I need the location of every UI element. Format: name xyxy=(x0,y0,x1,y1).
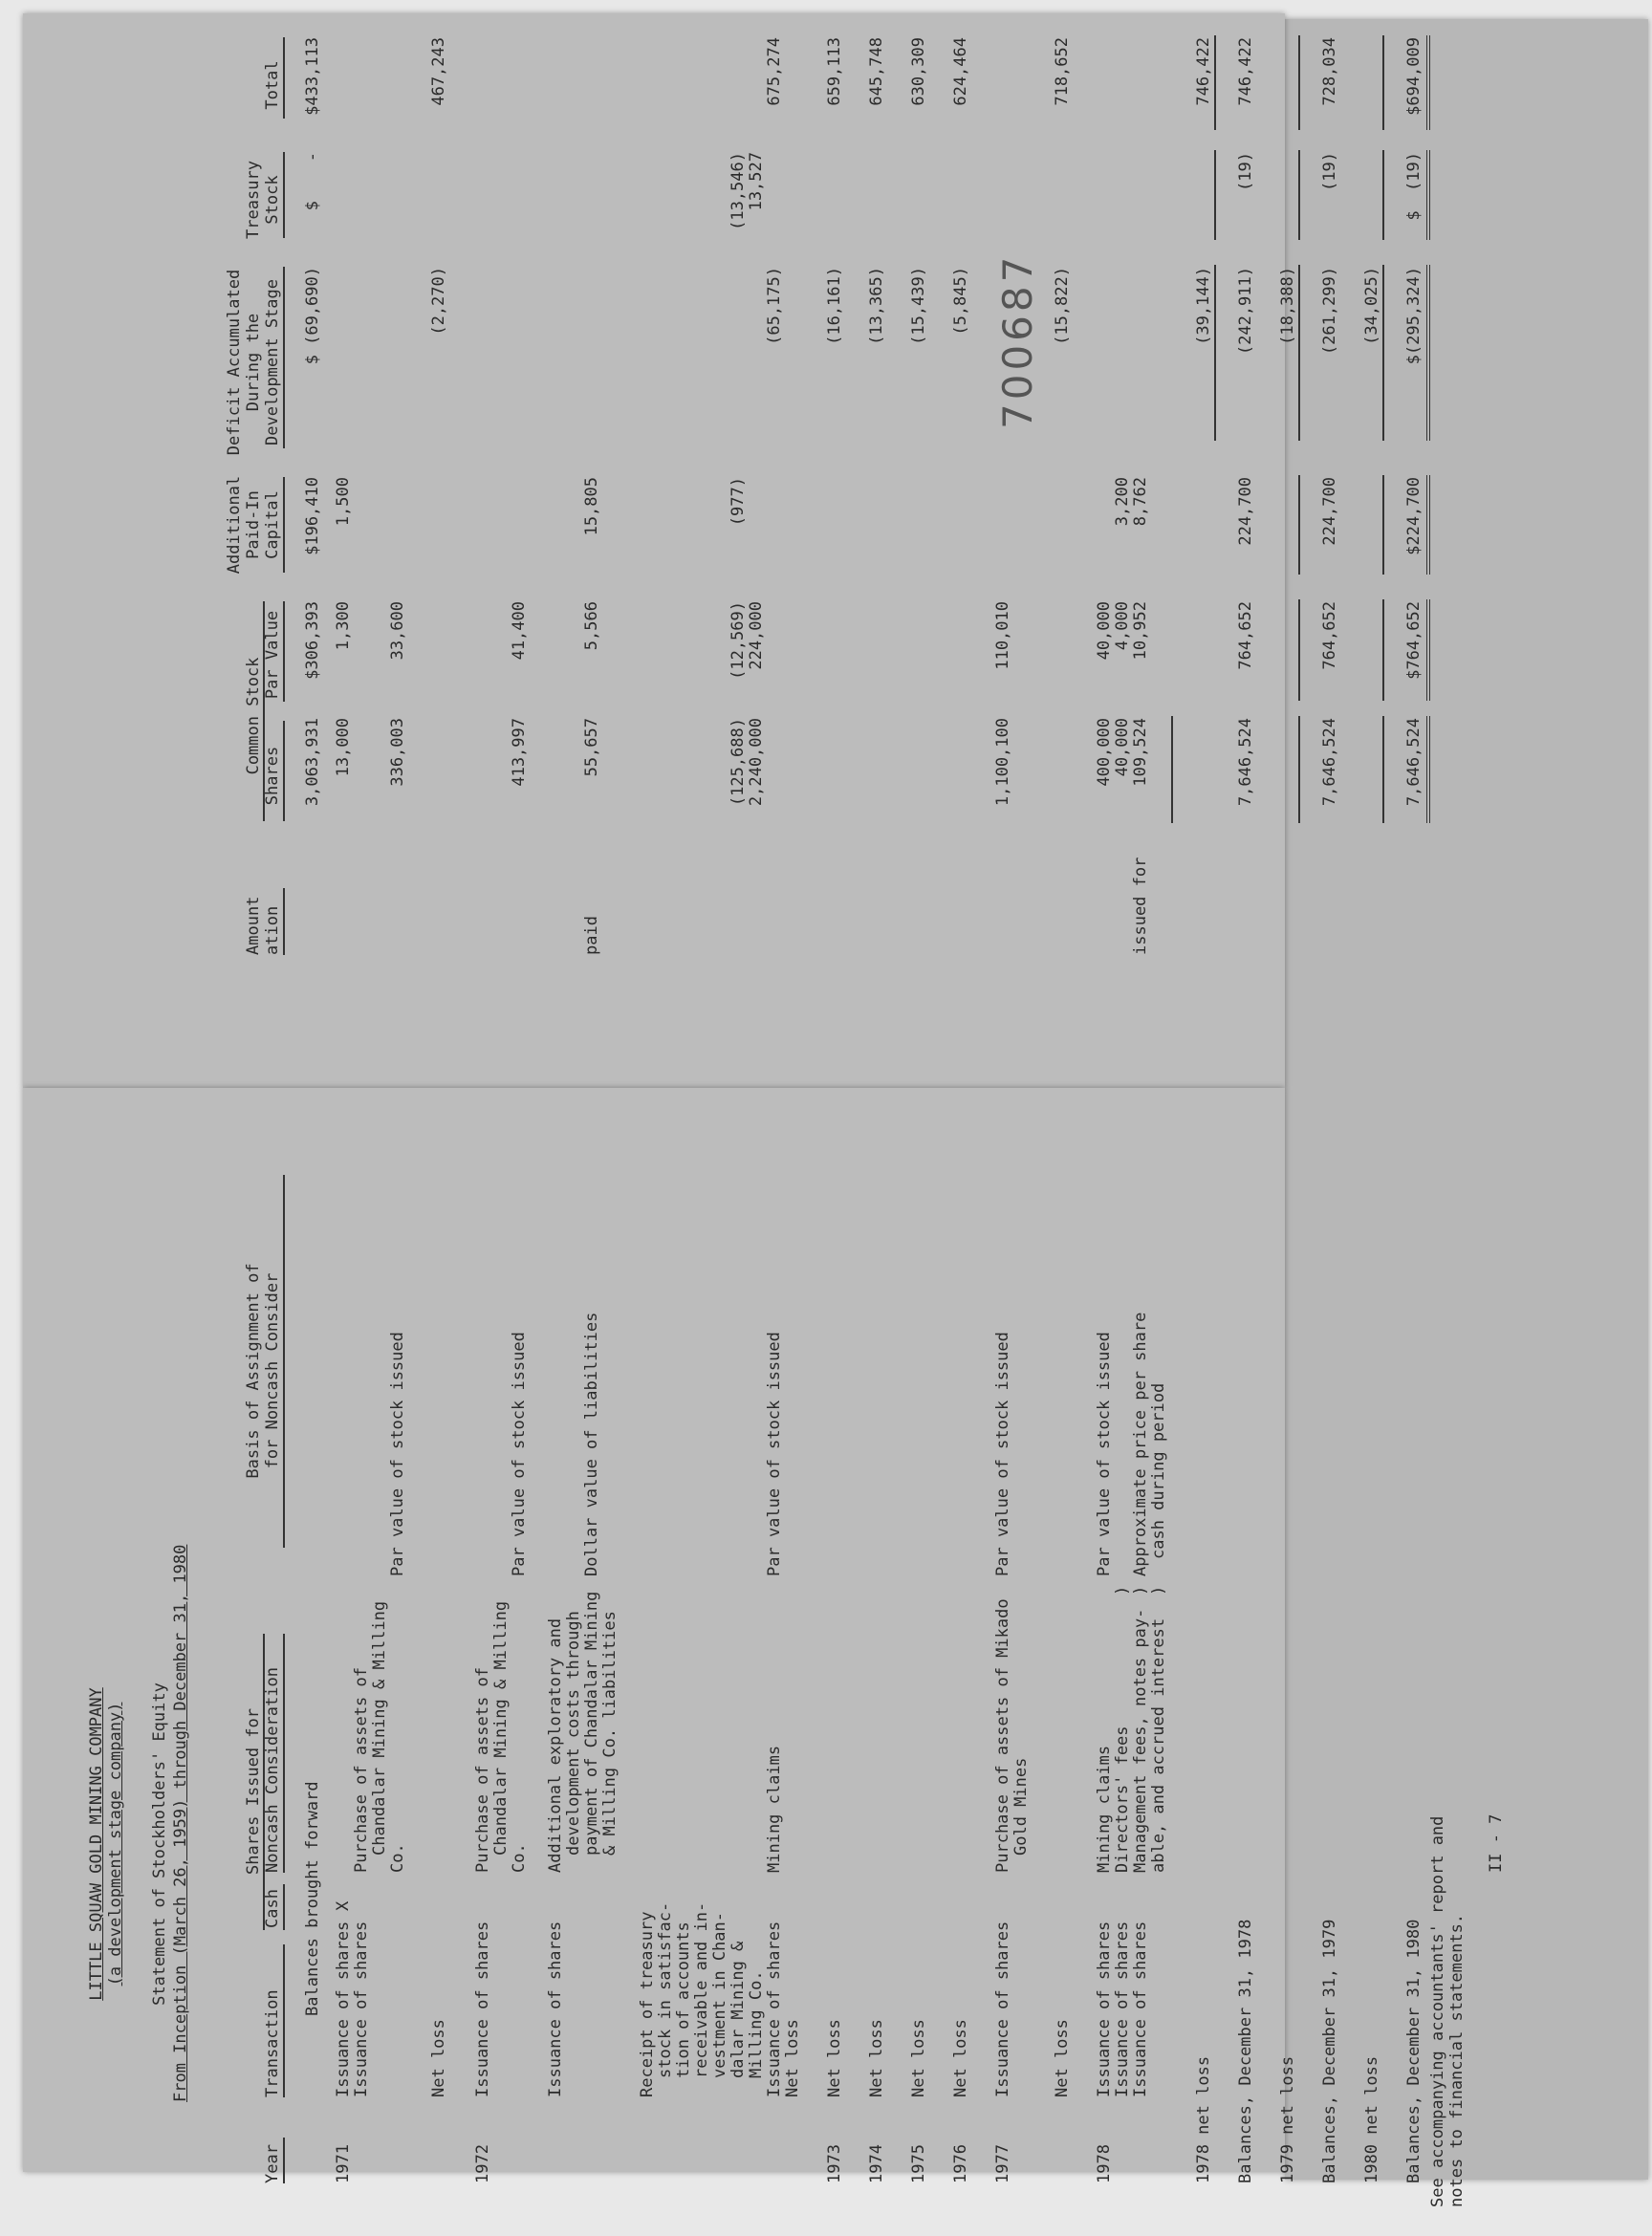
footer-note-line2: notes to financial statements. xyxy=(1447,1913,1467,2207)
subtotal-rule xyxy=(1382,716,1384,823)
header-year: Year xyxy=(263,2144,282,2183)
rule xyxy=(283,1175,285,1548)
subtotal-rule xyxy=(1382,150,1384,240)
rule xyxy=(283,888,285,955)
subtotal-rule xyxy=(1171,716,1173,823)
header-par-value: Par Value xyxy=(263,610,282,700)
cell-total: 467,243 xyxy=(429,37,448,106)
cell-total: 624,464 xyxy=(951,37,970,106)
subtotal-rule xyxy=(1214,35,1216,130)
cell-c1: Balances, December 31, 1979 xyxy=(1320,1919,1339,2183)
cell-c1: 1979 net loss xyxy=(1278,2055,1297,2183)
cell-c2: Receipt of treasury xyxy=(638,1911,657,2097)
cell-c2: Net loss xyxy=(909,2019,928,2097)
cell-c2: Net loss xyxy=(1053,2019,1072,2097)
cell-c2: Balances brought forward xyxy=(303,1781,322,2016)
cell-c4: Mining claims xyxy=(1095,1745,1114,1873)
cell-total: 728,034 xyxy=(1320,37,1339,106)
cell-c2: Issuance of shares xyxy=(765,1921,784,2097)
cell-c4b: ) xyxy=(1149,1585,1168,1596)
cell-shares: 3,063,931 xyxy=(303,718,322,807)
cell-c1: Balances, December 31, 1978 xyxy=(1236,1919,1255,2183)
cell-c5: cash during period xyxy=(1149,1382,1168,1559)
cell-shares: 1,100,100 xyxy=(993,718,1012,807)
company-subtitle: (a development stage company) xyxy=(106,1702,125,1986)
cell-c2: Issuance of shares xyxy=(993,1921,1012,2097)
cell-amount: issued for xyxy=(1131,857,1150,955)
cell-shares: 400,000 xyxy=(1095,718,1114,787)
cell-treasury: (19) xyxy=(1236,152,1255,191)
cell-c4: Additional exploratory and xyxy=(546,1617,565,1873)
cell-c1: 1978 xyxy=(1095,2144,1114,2183)
footer-note-line1: See accompanying accountants' report and xyxy=(1428,1815,1447,2207)
cell-c1: 1975 xyxy=(909,2144,928,2183)
cell-amount: paid xyxy=(582,916,601,955)
header-treasury-line1: Treasury xyxy=(244,161,263,239)
cell-apic: 8,762 xyxy=(1131,477,1150,527)
cell-deficit: (16,161) xyxy=(825,267,844,345)
cell-c4: Management fees, notes pay- xyxy=(1131,1608,1150,1873)
cell-apic: $196,410 xyxy=(303,477,322,555)
rule xyxy=(263,601,265,821)
page-number: II - 7 xyxy=(1487,1813,1506,1873)
rule xyxy=(283,1884,285,1930)
cell-par: 110,010 xyxy=(993,601,1012,670)
cell-c1: 1977 xyxy=(993,2144,1012,2183)
cell-deficit: (15,439) xyxy=(909,267,928,345)
cell-par: 33,600 xyxy=(388,601,407,661)
cell-par: (12,569) xyxy=(728,601,748,680)
cell-c4: Gold Mines xyxy=(1011,1757,1031,1856)
cell-total: 630,309 xyxy=(909,37,928,106)
header-apic-line3: Capital xyxy=(263,490,282,559)
cell-c5: Par value of stock issued xyxy=(510,1332,529,1576)
header-deficit-line1: Deficit Accumulated xyxy=(225,269,244,456)
cell-c1: 1974 xyxy=(867,2144,886,2183)
cell-shares: 336,003 xyxy=(388,718,407,787)
cell-shares: 13,000 xyxy=(334,718,353,777)
cell-c4: Chandalar Mining & Milling xyxy=(491,1600,511,1856)
double-total-rule xyxy=(1426,150,1430,240)
cell-deficit: (15,822) xyxy=(1053,267,1072,345)
rule xyxy=(283,267,285,448)
cell-c4: Directors' fees xyxy=(1113,1726,1132,1873)
cell-par: $764,652 xyxy=(1404,601,1424,680)
cell-c2: Net loss xyxy=(429,2019,448,2097)
header-apic-line1: Additional xyxy=(225,475,244,575)
cell-c1: 1978 net loss xyxy=(1194,2055,1213,2183)
statement-period: From Inception (March 26, 1959) through December 31, 1980 xyxy=(171,1544,190,2102)
header-cash: Cash xyxy=(263,1889,282,1928)
cell-treasury: 13,527 xyxy=(747,152,766,211)
header-treasury-line2: Stock xyxy=(263,175,282,225)
header-deficit-line2: During the xyxy=(244,313,263,412)
cell-c2: Issuance of shares xyxy=(1095,1921,1114,2097)
cell-c2: dalar Mining & xyxy=(728,1941,748,2078)
cell-deficit: (18,388) xyxy=(1278,267,1297,345)
document-stamp: 700687 xyxy=(994,252,1041,429)
header-transaction: Transaction xyxy=(263,1989,282,2097)
header-amount-line2: ation xyxy=(263,905,282,955)
cell-deficit: (39,144) xyxy=(1194,267,1213,345)
subtotal-rule xyxy=(1382,475,1384,575)
rule xyxy=(283,1634,285,1873)
cell-c4: Purchase of assets of xyxy=(352,1667,371,1873)
cell-apic: 224,700 xyxy=(1236,477,1255,546)
rule xyxy=(283,721,285,821)
rule xyxy=(283,477,285,573)
cell-c1: Balances, December 31, 1980 xyxy=(1404,1919,1424,2183)
cell-shares: (125,688) xyxy=(728,718,748,807)
cell-c1: 1980 net loss xyxy=(1362,2055,1381,2183)
header-common-stock: Common Stock xyxy=(244,657,263,775)
cell-c4: & Milling Co. liabilities xyxy=(600,1611,620,1856)
cell-par: $306,393 xyxy=(303,601,322,680)
cell-c2: receivable and in- xyxy=(692,1901,711,2078)
header-noncash: Noncash Consideration xyxy=(263,1667,282,1873)
rule xyxy=(283,152,285,238)
cell-c5: Par value of stock issued xyxy=(388,1332,407,1576)
header-total: Total xyxy=(263,60,282,110)
cell-c2: Net loss xyxy=(867,2019,886,2097)
cell-apic: 1,500 xyxy=(334,477,353,527)
cell-c2: Issuance of shares xyxy=(1113,1921,1132,2097)
cell-par: 1,300 xyxy=(334,601,353,651)
statement-title: Statement of Stockholders' Equity xyxy=(150,1682,169,2006)
cell-c1: 1976 xyxy=(951,2144,970,2183)
cell-deficit: (261,299) xyxy=(1320,267,1339,356)
rule xyxy=(283,37,285,119)
subtotal-rule xyxy=(1382,265,1384,441)
header-amount-line1: Amount xyxy=(244,896,263,955)
cell-shares: 40,000 xyxy=(1113,718,1132,777)
cell-c2: Net loss xyxy=(825,2019,844,2097)
cell-total: $433,113 xyxy=(303,37,322,116)
cell-c2: stock in satisfac- xyxy=(656,1901,675,2078)
double-total-rule xyxy=(1426,35,1430,130)
cell-c4: able, and accrued interest xyxy=(1149,1617,1168,1873)
header-basis-line2: for Noncash Consider xyxy=(263,1272,282,1469)
cell-c3: X xyxy=(334,1900,353,1911)
subtotal-rule xyxy=(1298,599,1300,701)
subtotal-rule xyxy=(1214,265,1216,441)
cell-c2: Issuance of shares xyxy=(352,1921,371,2097)
header-apic-line2: Paid-In xyxy=(244,490,263,559)
cell-c2: Issuance of shares xyxy=(473,1921,492,2097)
rule xyxy=(283,2138,285,2183)
subtotal-rule xyxy=(1382,35,1384,130)
subtotal-rule xyxy=(1298,150,1300,240)
double-total-rule xyxy=(1426,265,1430,441)
cell-par: 41,400 xyxy=(510,601,529,661)
cell-shares: 2,240,000 xyxy=(747,718,766,807)
subtotal-rule xyxy=(1298,716,1300,823)
cell-deficit: (2,270) xyxy=(429,267,448,336)
subtotal-rule xyxy=(1298,265,1300,441)
cell-apic: $224,700 xyxy=(1404,477,1424,555)
cell-c5: Par value of stock issued xyxy=(765,1332,784,1576)
subtotal-rule xyxy=(1298,35,1300,130)
cell-c4: payment of Chandalar Mining xyxy=(582,1591,601,1856)
cell-c5: Dollar value of liabilities xyxy=(582,1312,601,1576)
cell-shares: 7,646,524 xyxy=(1404,718,1424,807)
cell-treasury: (19) xyxy=(1320,152,1339,191)
cell-apic: 3,200 xyxy=(1113,477,1132,527)
cell-shares: 7,646,524 xyxy=(1236,718,1255,807)
cell-deficit: (65,175) xyxy=(765,267,784,345)
cell-par: 5,566 xyxy=(582,601,601,651)
cell-c1: 1971 xyxy=(334,2144,353,2183)
cell-shares: 55,657 xyxy=(582,718,601,777)
rule xyxy=(283,1944,285,2097)
cell-total: $694,009 xyxy=(1404,37,1424,116)
rule xyxy=(283,601,285,702)
cell-shares: 7,646,524 xyxy=(1320,718,1339,807)
subtotal-rule xyxy=(1214,150,1216,240)
double-total-rule xyxy=(1426,716,1430,823)
cell-c2: Milling Co. xyxy=(747,1970,766,2078)
cell-apic: (977) xyxy=(728,477,748,527)
cell-total: 659,113 xyxy=(825,37,844,106)
cell-c4b: ) xyxy=(1131,1585,1150,1596)
header-basis-line1: Basis of Assignment of xyxy=(244,1263,263,1479)
cell-c5: Approximate price per share xyxy=(1131,1312,1150,1576)
cell-total: 645,748 xyxy=(867,37,886,106)
cell-deficit: (5,845) xyxy=(951,267,970,336)
cell-total: 746,422 xyxy=(1194,37,1213,106)
cell-treasury: $ - xyxy=(303,152,322,211)
cell-par: 224,000 xyxy=(747,601,766,670)
cell-c4: Mining claims xyxy=(765,1745,784,1873)
cell-deficit: $(295,324) xyxy=(1404,267,1424,365)
cell-apic: 15,805 xyxy=(582,477,601,536)
cell-treasury: $ (19) xyxy=(1404,152,1424,221)
company-name: LITTLE SQUAW GOLD MINING COMPANY xyxy=(87,1687,106,2001)
subtotal-rule xyxy=(1298,475,1300,575)
double-total-rule xyxy=(1426,475,1430,575)
cell-c4: Co. xyxy=(388,1843,407,1873)
header-shares: Shares xyxy=(263,746,282,806)
cell-c4: Chandalar Mining & Milling xyxy=(370,1600,389,1856)
cell-par: 4,000 xyxy=(1113,601,1132,651)
cell-c1: 1973 xyxy=(825,2144,844,2183)
cell-c2: vestment in Chan- xyxy=(710,1912,729,2078)
cell-par: 764,652 xyxy=(1320,601,1339,670)
cell-c2: Issuance of shares xyxy=(334,1921,353,2097)
header-deficit-line3: Development Stage xyxy=(263,279,282,445)
cell-par: 40,000 xyxy=(1095,601,1114,661)
cell-shares: 109,524 xyxy=(1131,718,1150,787)
cell-c2: Net loss xyxy=(951,2019,970,2097)
cell-c4: development costs through xyxy=(564,1611,583,1856)
cell-deficit: (242,911) xyxy=(1236,267,1255,356)
cell-c4b: ) xyxy=(1113,1585,1132,1596)
cell-deficit: $ (69,690) xyxy=(303,267,322,365)
header-shares-issued-for: Shares Issued for xyxy=(244,1708,263,1875)
cell-c2: tion of accounts xyxy=(674,1921,693,2078)
cell-shares: 413,997 xyxy=(510,718,529,787)
cell-deficit: (34,025) xyxy=(1362,267,1381,345)
cell-c4: Co. xyxy=(510,1843,529,1873)
cell-treasury: (13,546) xyxy=(728,152,748,230)
cell-deficit: (13,365) xyxy=(867,267,886,345)
subtotal-rule xyxy=(1382,599,1384,701)
cell-c2: Issuance of shares xyxy=(1131,1921,1150,2097)
cell-apic: 224,700 xyxy=(1320,477,1339,546)
cell-total: 675,274 xyxy=(765,37,784,106)
cell-c1: 1972 xyxy=(473,2144,492,2183)
cell-c5: Par value of stock issued xyxy=(1095,1332,1114,1576)
rule xyxy=(263,1634,265,1930)
cell-c4: Purchase of assets of Mikado xyxy=(993,1598,1012,1873)
cell-c2: Issuance of shares xyxy=(546,1921,565,2097)
cell-par: 10,952 xyxy=(1131,601,1150,661)
cell-c2: Net loss xyxy=(783,2019,802,2097)
cell-c5: Par value of stock issued xyxy=(993,1332,1012,1576)
cell-c4: Purchase of assets of xyxy=(473,1667,492,1873)
double-total-rule xyxy=(1426,599,1430,701)
cell-total: 718,652 xyxy=(1053,37,1072,106)
cell-total: 746,422 xyxy=(1236,37,1255,106)
cell-par: 764,652 xyxy=(1236,601,1255,670)
